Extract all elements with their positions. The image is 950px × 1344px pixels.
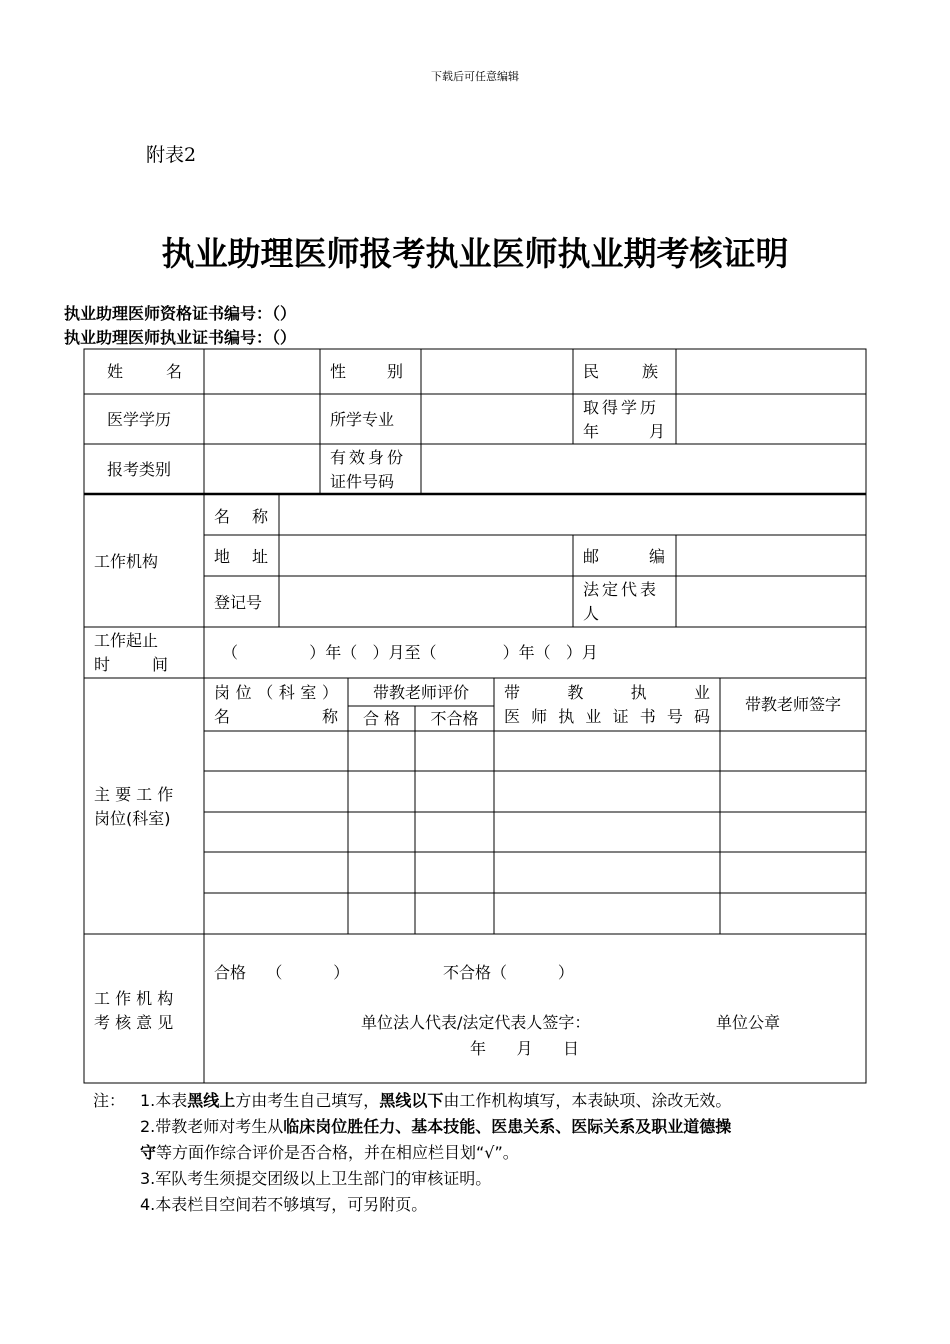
col-post-name-2: 名 称 — [214, 707, 338, 726]
ethnicity-label: 民 族 — [583, 362, 658, 381]
period-text: （ ）年（ ）月至（ ）年（ ）月 — [222, 643, 598, 662]
note-4: 4.本表栏目空间若不够填写，可另附页。 — [140, 1195, 428, 1214]
col-sign: 带教老师签字 — [744, 695, 841, 714]
appendix-label: 附表2 — [146, 144, 197, 166]
postcode-label: 邮 编 — [583, 547, 665, 566]
col-fail: 不合格 — [430, 709, 479, 728]
opinion-pass: 合格 （ ） — [214, 963, 350, 982]
opinion-fail: 不合格（ ） — [443, 963, 574, 982]
org-group-label: 工作机构 — [94, 552, 159, 571]
period-label-2: 时 间 — [94, 655, 168, 674]
col-pass: 合 格 — [362, 709, 401, 728]
org-address-label: 地 址 — [214, 547, 268, 566]
period-label: 工作起止 — [94, 631, 159, 650]
col-cert-2: 医 师 执 业 证 书 号 码 — [504, 707, 710, 726]
posts-group-label: 主 要 工 作 — [94, 785, 174, 804]
legal-rep-label-2: 人 — [583, 604, 600, 623]
form-title: 执业助理医师报考执业医师执业期考核证明 — [161, 234, 789, 273]
posts-group-label-2: 岗位(科室) — [94, 809, 171, 828]
legal-rep-label: 法定代表 — [583, 580, 660, 599]
col-post-name: 岗 位 （ 科 室 ） — [214, 683, 338, 702]
col-cert: 带 教 执 业 — [504, 683, 710, 702]
practice-cert-number: 执业助理医师执业证书编号：（） — [64, 328, 297, 347]
unit-seal: 单位公章 — [716, 1013, 781, 1032]
note-3: 3.军队考生须提交团级以上卫生部门的审核证明。 — [140, 1169, 492, 1188]
degree-date-label-2: 年 月 — [583, 422, 665, 441]
note-1: 注： 1.本表黑线上方由考生自己填写，黑线以下由工作机构填写，本表缺项、涂改无效。 — [93, 1091, 732, 1110]
notes — [93, 1088, 731, 1218]
major-label: 所学专业 — [330, 410, 395, 429]
note-2: 2.带教老师对考生从临床岗位胜任力、基本技能、医患关系、医际关系及职业道德操 — [140, 1117, 732, 1136]
education-label: 医学学历 — [107, 410, 172, 429]
header-note: 下载后可任意编辑 — [431, 70, 519, 83]
id-label-2: 证件号码 — [330, 472, 395, 491]
legal-rep-signature: 单位法人代表/法定代表人签字： — [361, 1013, 591, 1032]
opinion-label-2: 考 核 意 见 — [94, 1013, 174, 1032]
id-label: 有效身份 — [330, 448, 407, 467]
degree-date-label: 取得学历 — [583, 398, 660, 417]
exam-type-label: 报考类别 — [107, 460, 172, 479]
qualification-cert-number: 执业助理医师资格证书编号：（） — [64, 304, 297, 323]
org-name-label: 名 称 — [214, 507, 268, 526]
gender-label: 性 别 — [330, 362, 403, 381]
reg-number-label: 登记号 — [214, 593, 263, 612]
note-2-cont: 守等方面作综合评价是否合格，并在相应栏目划“√”。 — [140, 1143, 519, 1162]
opinion-label: 工 作 机 构 — [94, 989, 174, 1008]
col-eval: 带教老师评价 — [372, 683, 469, 702]
opinion-date: 年 月 日 — [470, 1039, 580, 1058]
name-label: 姓 名 — [107, 362, 182, 381]
